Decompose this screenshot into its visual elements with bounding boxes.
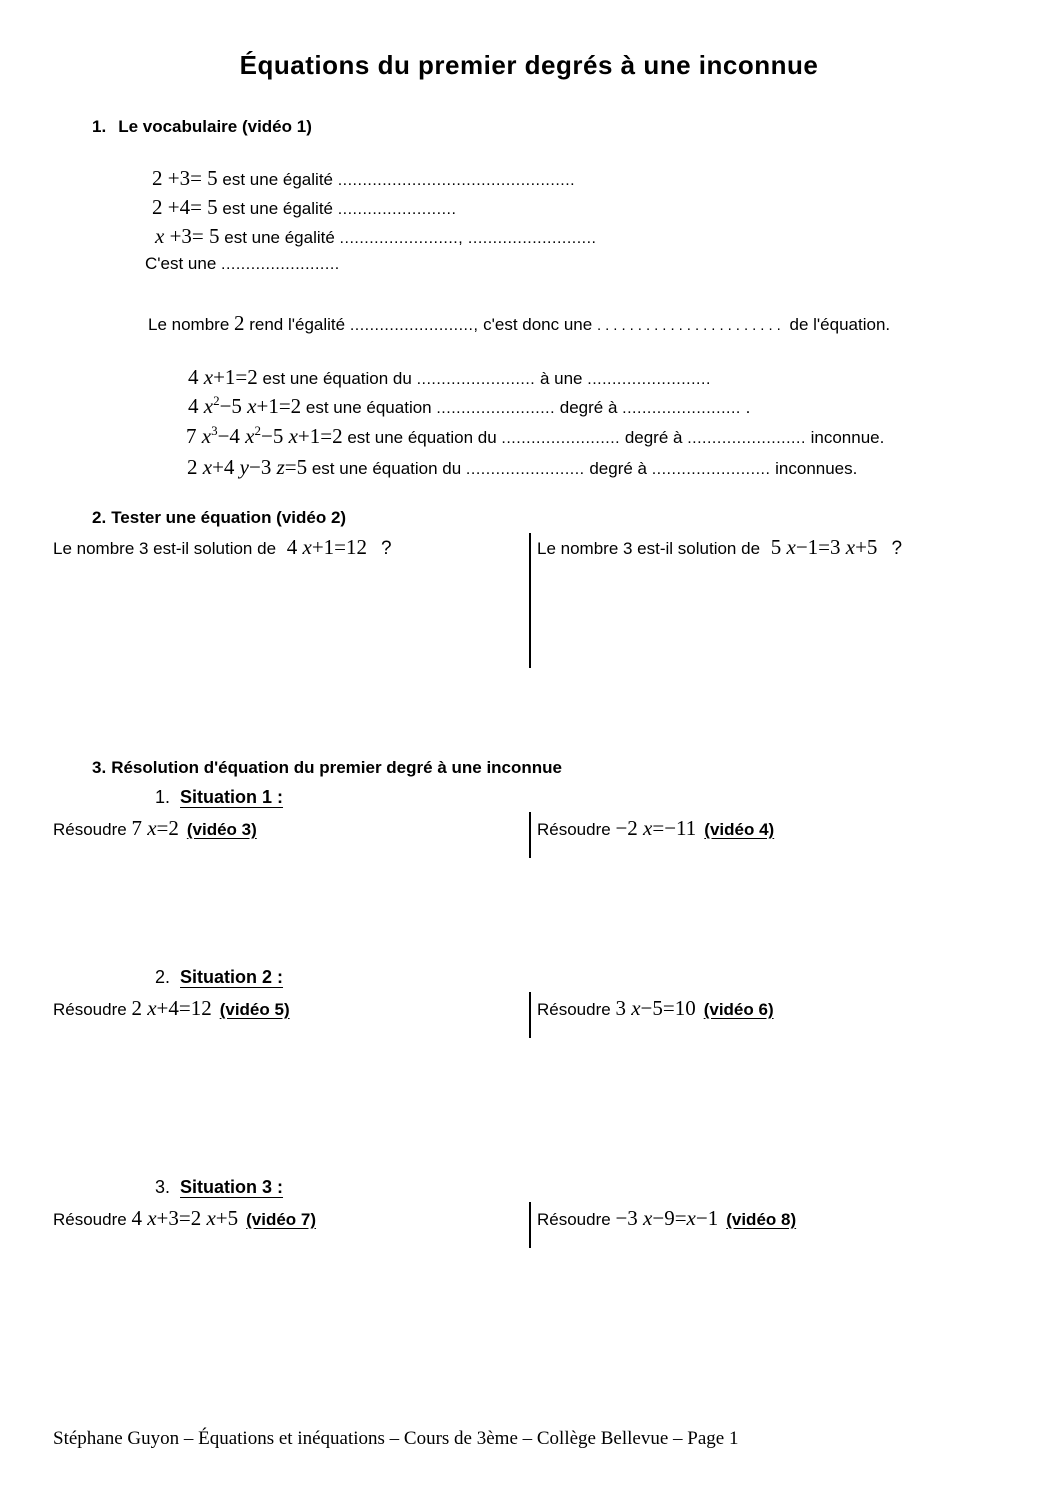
situation-title-label: Situation 3 :	[180, 1177, 284, 1197]
equation-line	[186, 424, 884, 449]
resoudre-row-left	[53, 816, 257, 841]
answer-blank: ..........................	[467, 230, 597, 247]
math-expression: 3 x−5=10	[615, 996, 696, 1020]
text: est une équation du	[307, 459, 466, 478]
text: est une équation du	[342, 428, 502, 447]
text: degré à	[620, 428, 688, 447]
math-expression: 2 x+4=12	[131, 996, 212, 1020]
text: C'est une	[145, 254, 222, 273]
test-question-left	[53, 535, 392, 560]
answer-blank: ........................	[337, 201, 457, 218]
section3-number: 3.	[92, 758, 107, 777]
video-link[interactable]: (vidéo 5)	[219, 1000, 290, 1019]
section3-heading	[92, 758, 562, 778]
section2-number: 2.	[92, 508, 107, 527]
answer-blank: ........................	[651, 461, 771, 478]
situation-title-label: Situation 2 :	[180, 967, 284, 987]
answer-blank: .......................	[596, 317, 785, 334]
answer-blank: ................................................	[337, 172, 576, 189]
answer-blank: ........................,	[339, 230, 464, 247]
vocab-line	[152, 195, 456, 220]
situation-number: 2.	[155, 967, 171, 987]
test-question-right	[537, 535, 902, 560]
text: Résoudre	[537, 1000, 616, 1019]
text: rend l'égalité	[244, 315, 350, 334]
situation1-title	[155, 787, 283, 808]
vocab-line	[152, 166, 575, 191]
vocab-line	[155, 224, 597, 249]
answer-blank: ........................	[465, 461, 585, 478]
math-expression: 4 $x^2-5$ x+1=2	[188, 393, 302, 418]
text: inconnues.	[770, 459, 858, 478]
question-mark: ?	[381, 538, 392, 559]
section2-heading-label: Tester une équation (vidéo 2)	[111, 508, 347, 527]
math-expression: 5 x−1=3 x+5	[770, 535, 878, 559]
nombre2-line	[148, 311, 890, 336]
text: Le nombre	[148, 315, 234, 334]
text: Résoudre	[53, 1210, 132, 1229]
text: est une égalité	[219, 228, 340, 247]
footer-text: Stéphane Guyon – Équations et inéquations – Cours de 3ème – Collège Bellevue – Page 1	[53, 1428, 739, 1449]
equation-line	[188, 394, 750, 419]
math-expression: 2 +4= 5	[152, 195, 218, 219]
situation-title-label: Situation 1 :	[180, 787, 284, 807]
math-expression: x +3= 5	[155, 224, 220, 248]
text: de l'équation.	[784, 315, 891, 334]
resoudre-row-left	[53, 1206, 316, 1231]
math-expression: 7 x=2	[131, 816, 179, 840]
video-link[interactable]: (vidéo 6)	[703, 1000, 774, 1019]
text: Résoudre	[53, 820, 132, 839]
text: Résoudre	[537, 1210, 616, 1229]
answer-blank: ........................	[687, 430, 806, 447]
video-link[interactable]: (vidéo 3)	[186, 820, 257, 839]
answer-blank: ........................	[622, 400, 741, 417]
question-mark: ?	[891, 538, 903, 559]
video-link[interactable]: (vidéo 8)	[726, 1210, 797, 1229]
cest-une-line	[145, 254, 340, 274]
math-expression: 4 x+1=2	[188, 365, 258, 389]
equation-line	[188, 365, 711, 390]
text: Résoudre	[53, 1000, 132, 1019]
resoudre-row-right	[529, 1202, 796, 1248]
answer-blank: ........................	[436, 400, 556, 417]
text: est une équation du	[257, 369, 417, 388]
section1-heading	[92, 117, 312, 137]
section1-heading-label: Le vocabulaire (vidéo 1)	[118, 117, 312, 136]
situation3-title	[155, 1177, 283, 1198]
video-link[interactable]: (vidéo 4)	[704, 820, 775, 839]
page-title: Équations du premier degrés à une inconnue	[239, 50, 819, 80]
text: Le nombre 3 est-il solution de	[53, 539, 281, 558]
text: c'est donc une	[478, 315, 597, 334]
math-expression: −2 x=−11	[615, 816, 697, 840]
video-link[interactable]: (vidéo 7)	[246, 1210, 317, 1229]
resoudre-row-right	[529, 812, 774, 858]
math-expression: 7 $x^3-4$ $x^2-5$ x+1=2	[186, 423, 343, 448]
text: .	[740, 398, 751, 417]
math-expression: 4 x+1=12	[286, 535, 368, 559]
math-expression: 2 x+4 y−3 z=5	[187, 455, 308, 479]
answer-blank: ........................	[221, 256, 340, 273]
text: est une équation	[301, 398, 437, 417]
situation-number: 1.	[155, 787, 171, 807]
resoudre-row-right	[529, 992, 774, 1038]
text: à une	[535, 369, 588, 388]
text: Le nombre 3 est-il solution de	[537, 539, 765, 558]
text: degré à	[584, 459, 652, 478]
equation-line	[187, 455, 857, 480]
situation-number: 3.	[155, 1177, 171, 1197]
math-expression: −3 x−9=x−1	[615, 1206, 719, 1230]
answer-blank: ........................	[416, 371, 536, 388]
text: inconnue.	[805, 428, 885, 447]
section1-number: 1.	[92, 117, 107, 136]
column-divider	[529, 533, 531, 668]
answer-blank: .........................	[587, 371, 711, 388]
answer-blank: .........................,	[349, 317, 479, 334]
answer-blank: ........................	[501, 430, 621, 447]
text: degré à	[555, 398, 623, 417]
text: Résoudre	[537, 820, 616, 839]
section2-heading	[92, 508, 346, 528]
text: est une égalité	[217, 199, 338, 218]
text: est une égalité	[217, 170, 338, 189]
math-expression: 2 +3= 5	[152, 166, 218, 190]
section3-heading-label: Résolution d'équation du premier degré à une inconnue	[111, 758, 562, 777]
math-expression: 4 x+3=2 x+5	[131, 1206, 239, 1230]
math-expression: 2	[234, 311, 245, 335]
situation2-title	[155, 967, 283, 988]
resoudre-row-left	[53, 996, 290, 1021]
